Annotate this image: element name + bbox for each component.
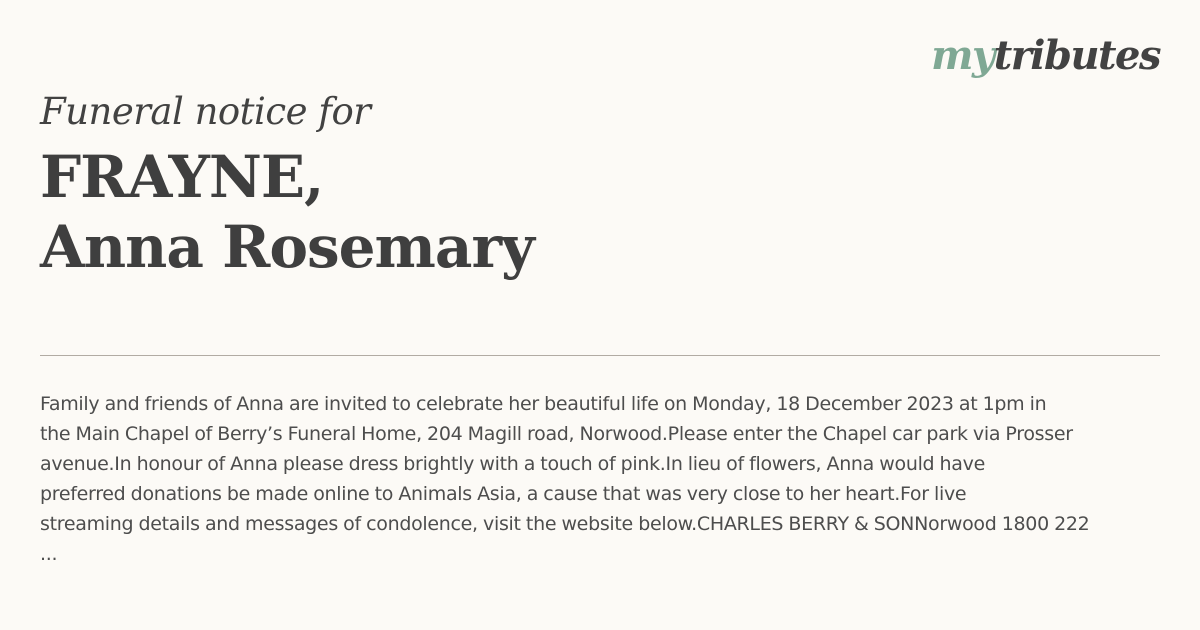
notice-body-ellipsis: ... <box>40 543 58 565</box>
notice-body-line: the Main Chapel of Berry’s Funeral Home, 204 Magill road, Norwood.Please enter the Chapel car park via Prosser <box>40 423 1073 445</box>
deceased-surname: FRAYNE, <box>40 143 324 211</box>
notice-body-line: avenue.In honour of Anna please dress brightly with a touch of pink.In lieu of flowers, Anna would have <box>40 453 985 475</box>
logo-my: my <box>931 32 994 79</box>
notice-body-line: streaming details and messages of condolence, visit the website below.CHARLES BERRY & SONNorwood 1800 222 <box>40 513 1090 535</box>
logo-tributes: tributes <box>993 32 1160 79</box>
deceased-name <box>40 142 534 282</box>
notice-body <box>40 389 1165 569</box>
mytributes-logo[interactable] <box>931 32 1160 79</box>
deceased-given-names: Anna Rosemary <box>40 213 534 281</box>
notice-body-line: Family and friends of Anna are invited to celebrate her beautiful life on Monday, 18 December 2023 at 1pm in <box>40 393 1047 415</box>
notice-body-line: preferred donations be made online to Animals Asia, a cause that was very close to her heart.For live <box>40 483 967 505</box>
notice-kicker: Funeral notice for <box>40 90 371 133</box>
section-divider <box>40 355 1160 356</box>
